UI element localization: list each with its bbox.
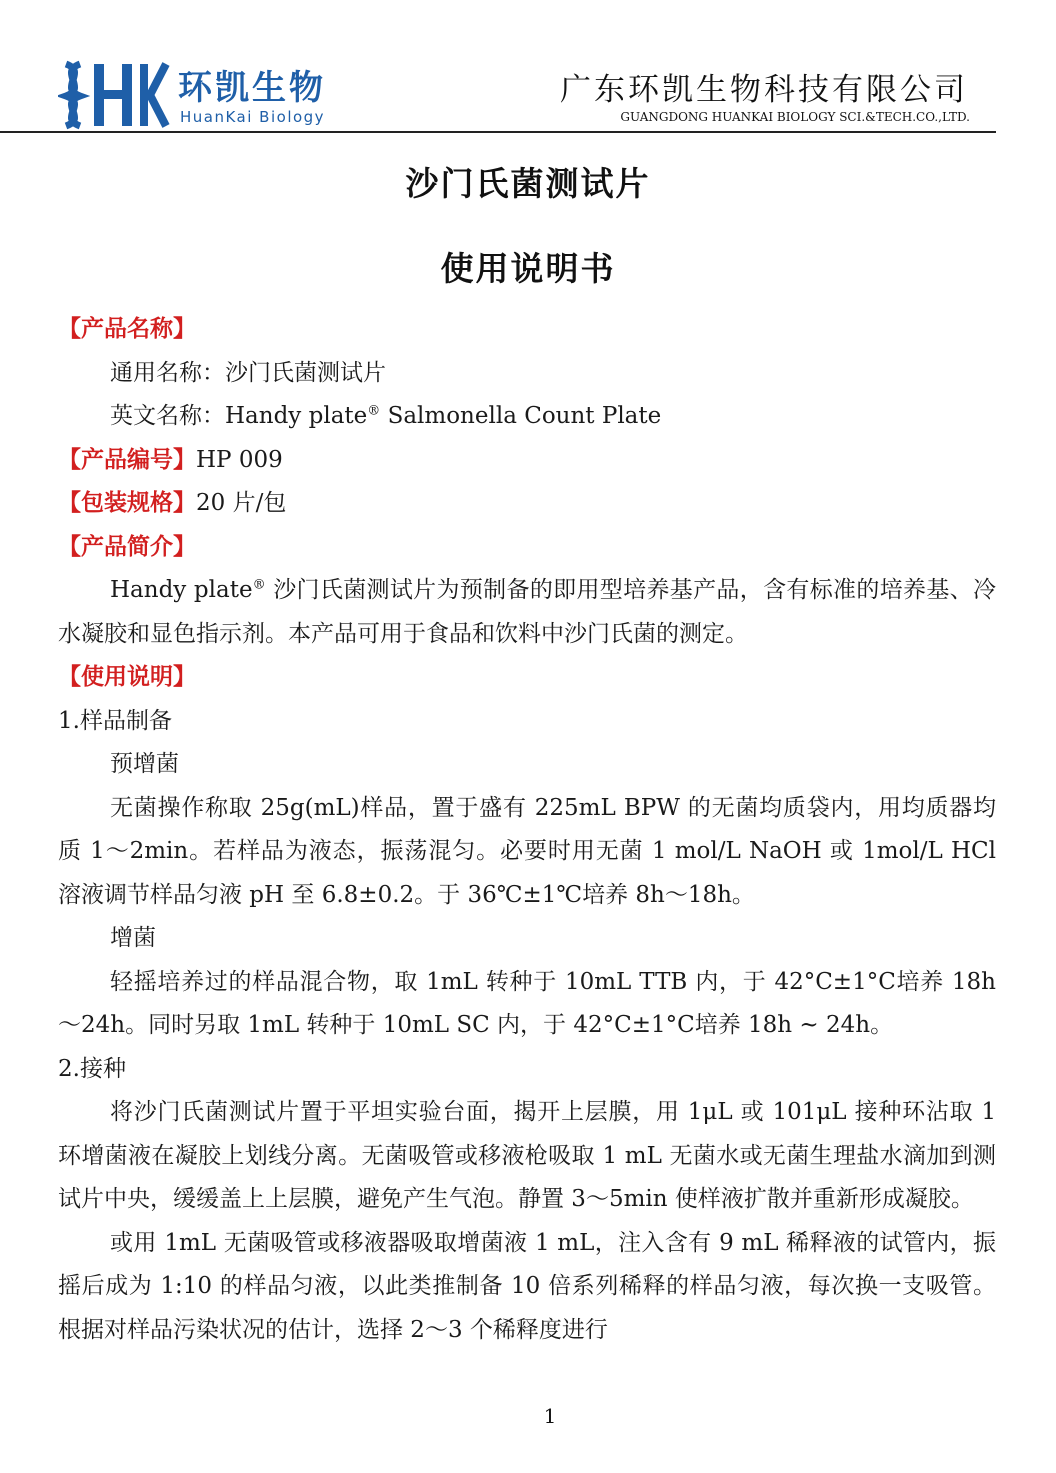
company-logo	[58, 58, 358, 138]
section-product-name	[58, 308, 996, 352]
page-header	[0, 0, 1056, 140]
intro-text: 沙门氏菌测试片为预制备的即用型培养基产品，含有标准的培养基、冷水凝胶和显色指示剂。本产品可用于食品和饮料中沙门氏菌的测定。	[58, 577, 997, 647]
product-code-value: HP 009	[196, 446, 283, 473]
section-label-name: 【产品名称】	[58, 316, 196, 342]
document-title: 沙门氏菌测试片	[405, 164, 651, 203]
enrich-paragraph: 轻摇培养过的样品混合物，取 1mL 转种于 10mL TTB 内，于 42°C±1°C培养 18h～24h。同时另取 1mL 转种于 10mL SC 内，于 42°C±1°C培养 18h ~ 24h。	[58, 968, 996, 1038]
english-name-rest: Salmonella Count Plate	[380, 403, 662, 429]
company-name-chinese: 广东环凯生物科技有限公司	[560, 72, 968, 108]
document-subtitle: 使用说明书	[440, 249, 616, 288]
english-name-line	[58, 395, 996, 439]
inoculation-paragraph-1: 将沙门氏菌测试片置于平坦实验台面，揭开上层膜，用 1μL 或 101μL 接种环沾取 1 环增菌液在凝胶上划线分离。无菌吸管或移液枪吸取 1 mL 无菌水或无菌生理盐水滴加到测试片中央，缓缓盖上上层膜，避免产生气泡。静置 3～5min 使样液扩散并重新形成凝胶。	[58, 1099, 996, 1212]
inoculation-paragraph-2: 或用 1mL 无菌吸管或移液器吸取增菌液 1 mL，注入含有 9 mL 稀释液的试管内，振摇后成为 1:10 的样品匀液，以此类推制备 10 倍系列稀释的样品匀液，每次换一支吸管。根据对样品污染状况的估计，选择 2～3 个稀释度进行	[58, 1229, 996, 1343]
generic-name-label: 通用名称：	[110, 359, 225, 386]
section-intro-heading	[58, 526, 996, 570]
section-product-code	[58, 439, 996, 483]
generic-name-value: 沙门氏菌测试片	[225, 359, 386, 386]
section-label-code: 【产品编号】	[58, 446, 196, 473]
logo-chinese-name: 环凯生物	[178, 68, 326, 108]
step1-title: 1.样品制备	[58, 707, 172, 734]
step2-title: 2.接种	[58, 1055, 126, 1082]
intro-registered-mark: ®	[252, 577, 266, 593]
english-name-brand: Handy plate	[225, 403, 368, 429]
enrich-title: 增菌	[110, 925, 156, 951]
generic-name-line	[58, 352, 996, 396]
section-label-usage: 【使用说明】	[58, 664, 196, 690]
intro-paragraph	[58, 569, 996, 656]
section-label-intro: 【产品简介】	[58, 533, 196, 560]
header-divider	[0, 131, 996, 133]
section-usage-heading	[58, 656, 996, 700]
section-packaging	[58, 482, 996, 526]
pre-enrich-title: 预增菌	[110, 751, 179, 777]
english-name-label: 英文名称：	[110, 403, 225, 429]
logo-english-name: HuanKai Biology	[180, 108, 326, 126]
section-label-pack: 【包装规格】	[58, 490, 196, 516]
packaging-value: 20 片/包	[196, 490, 287, 516]
intro-brand: Handy plate	[110, 577, 253, 603]
company-name-english: GUANGDONG HUANKAI BIOLOGY SCI.&TECH.CO.,LTD.	[620, 110, 970, 124]
registered-mark: ®	[367, 403, 381, 419]
document-body	[58, 308, 996, 1352]
dna-logo-icon	[58, 58, 170, 130]
page-number: 1	[543, 1404, 557, 1428]
pre-enrich-paragraph: 无菌操作称取 25g(mL)样品，置于盛有 225mL BPW 的无菌均质袋内，用均质器均质 1～2min。若样品为液态，振荡混匀。必要时用无菌 1 mol/L NaOH 或 1mol/L HCl 溶液调节样品匀液 pH 至 6.8±0.2。于 36℃±1℃培养 8h～18h。	[58, 794, 996, 908]
